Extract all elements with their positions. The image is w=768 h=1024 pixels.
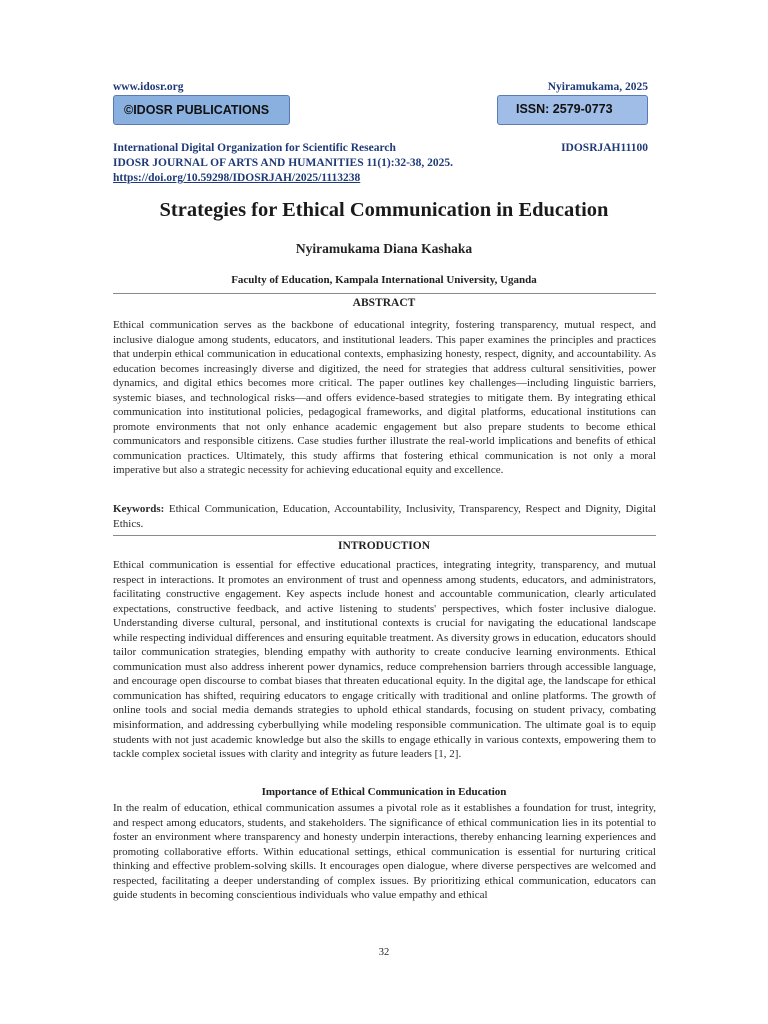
organization-name: International Digital Organization for Scientific Research <box>113 142 396 154</box>
issn-badge <box>497 95 648 125</box>
abstract-heading: ABSTRACT <box>352 297 416 309</box>
website-url[interactable]: www.idosr.org <box>113 81 184 93</box>
publisher-badge <box>113 95 290 125</box>
abstract-text: Ethical communication serves as the backbone of educational integrity, fostering transparency, mutual respect, and inclusive dialogue among students, educators, and institutional leaders. This paper examines the principles and practices that underpin ethical communication in educational contexts, emphasizing honesty, respect, dignity, and accountability. As education becomes increasingly diverse and digitized, the need for strategies that address cultural sensitivities, power dynamics, and digital ethics becomes more critical. The paper outlines key challenges—including linguistic barriers, systemic biases, and technological risks—and offers evidence-based strategies to mitigate them. By integrating ethical communication into institutional policies, pedagogical frameworks, and digital platforms, educational institutions can promote environments that not only enhance academic engagement but also prepare students to become ethical communicators and responsible citizens. Case studies further illustrate the real-world implications and benefits of ethical communication practices. Ultimately, this study affirms that fostering ethical communication is not only a moral imperative but also a strategic necessity for achieving educational equity and excellence. <box>113 319 656 477</box>
abstract-top-rule <box>113 293 656 294</box>
keywords-label: Keywords: <box>113 503 165 515</box>
running-author: Nyiramukama, 2025 <box>547 81 648 93</box>
article-code: IDOSRJAH11100 <box>561 142 648 154</box>
introduction-heading: INTRODUCTION <box>337 540 430 552</box>
publisher-badge-label: ©IDOSR PUBLICATIONS <box>124 103 270 117</box>
article-title: Strategies for Ethical Communication in Education <box>159 199 609 221</box>
keywords-list: Ethical Communication, Education, Accountability, Inclusivity, Transparency, Respect and Dignity, Digital Ethics. <box>113 503 656 530</box>
author-name: Nyiramukama Diana Kashaka <box>295 241 473 256</box>
issn-badge-label: ISSN: 2579-0773 <box>516 102 613 116</box>
importance-heading: Importance of Ethical Communication in Education <box>261 786 507 798</box>
introduction-text: Ethical communication is essential for effective educational practices, integrating integrity, transparency, and mutual respect in interactions. It promotes an environment of trust and openness among students, educators, and administrators, facilitating constructive engagement. Key aspects include honest and accountable communication, clearly articulated expectations, constructive feedback, and active listening to students' perspectives, which foster inclusive dialogue. Understanding diverse cultural, personal, and institutional contexts is crucial for navigating the educational landscape while respecting individual differences and ensuring equitable treatment. As diversity grows in education, educators should tailor communication strategies, blending empathy with authority to create conducive learning environments. Ethical communication must also address inherent power dynamics, reduce comprehension barriers through accessible language, and encourage open discourse to combat biases that threaten educational equity. In the digital age, the landscape for ethical communication has shifted, requiring educators to engage critically with traditional and online platforms. The growth of online tools and social media demands strategies to uphold ethical standards, focusing on student privacy, combating misinformation, and addressing cyberbullying while modeling responsible communication. The ultimate goal is to equip students with not just academic knowledge but also the skills to engage ethically in various contexts, empowering them to tackle complex societal issues with clarity and integrity as future leaders [1, 2]. <box>113 559 656 761</box>
importance-text: In the realm of education, ethical communication assumes a pivotal role as it establishes a foundation for trust, integrity, and respect among educators, students, and stakeholders. The significance of ethical communication lies in its potential to foster an environment where transparency and honesty underpin interactions, thereby enhancing learning experiences and promoting collaborative efforts. Within educational settings, ethical communication is essential for nurturing critical thinking and effective problem-solving skills. It encourages open dialogue, where diverse perspectives are welcomed and respected, facilitating a deeper understanding of complex issues. By prioritizing ethical communication, educators can guide students in becoming conscientious individuals who value empathy and ethical <box>113 802 656 902</box>
journal-citation: IDOSR JOURNAL OF ARTS AND HUMANITIES 11(1):32-38, 2025. <box>113 157 454 169</box>
doi-link[interactable]: https://doi.org/10.59298/IDOSRJAH/2025/1113238 <box>113 172 361 184</box>
keywords <box>113 502 656 531</box>
page-number: 32 <box>378 947 390 958</box>
abstract-bottom-rule <box>113 535 656 536</box>
author-affiliation: Faculty of Education, Kampala International University, Uganda <box>231 274 537 286</box>
